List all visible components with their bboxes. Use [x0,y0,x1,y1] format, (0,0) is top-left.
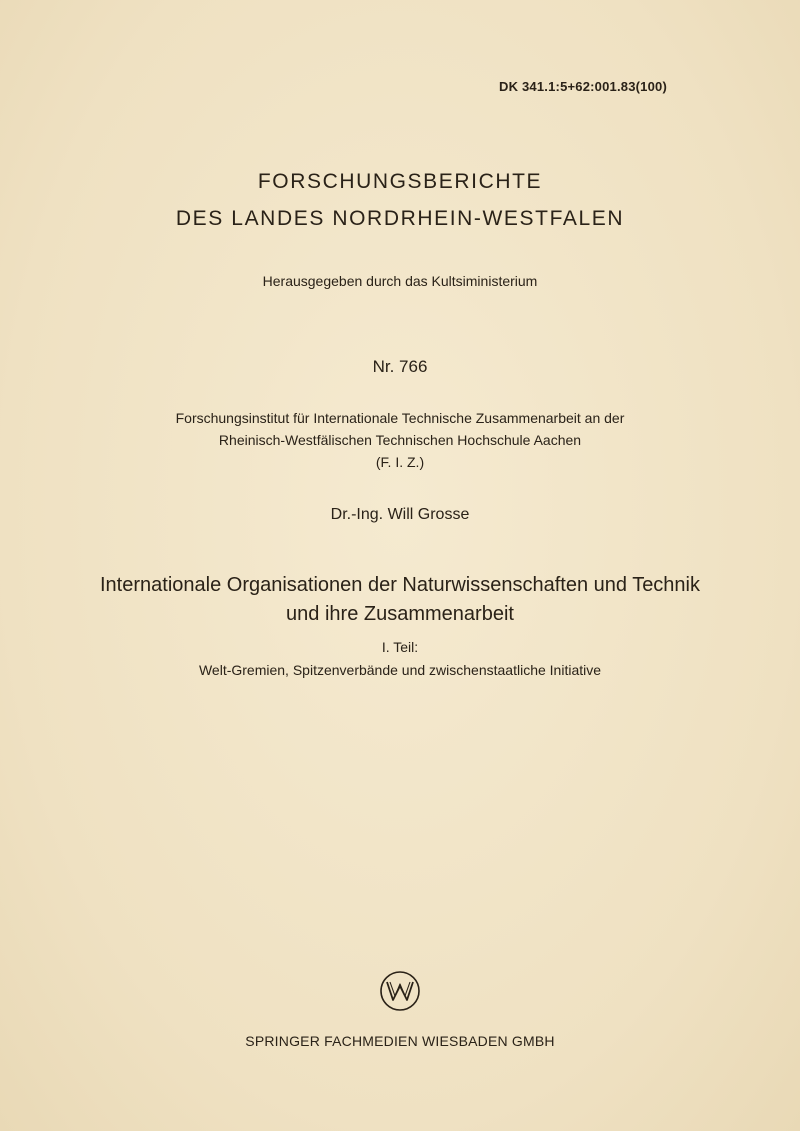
editor-note: Herausgegeben durch das Kultsiministerium [262,273,538,289]
institute-line-1: Forschungsinstitut für Internationale Technische Zusammenarbeit an der [175,410,625,426]
series-title-line-2: DES LANDES NORDRHEIN-WESTFALEN [175,207,625,230]
springer-w-circle-logo-icon [379,970,421,1012]
institute-line-2: Rheinisch-Westfälischen Technischen Hochschule Aachen [218,432,582,448]
part-label: I. Teil: [381,639,419,655]
author-name: Dr.-Ing. Will Grosse [330,506,470,523]
series-title-line-1: FORSCHUNGSBERICHTE [257,170,543,193]
institute-abbreviation: (F. I. Z.) [375,454,425,470]
book-title-line-1: Internationale Organisationen der Naturwissenschaften und Technik [100,574,700,596]
book-title-line-2: und ihre Zusammenarbeit [286,603,514,625]
publisher-imprint: SPRINGER FACHMEDIEN WIESBADEN GMBH [245,1033,555,1049]
part-subtitle: Welt-Gremien, Spitzenverbände und zwischenstaatliche Initiative [198,662,602,678]
report-number: Nr. 766 [372,357,428,376]
classification-code: DK 341.1:5+62:001.83(100) [499,79,667,94]
